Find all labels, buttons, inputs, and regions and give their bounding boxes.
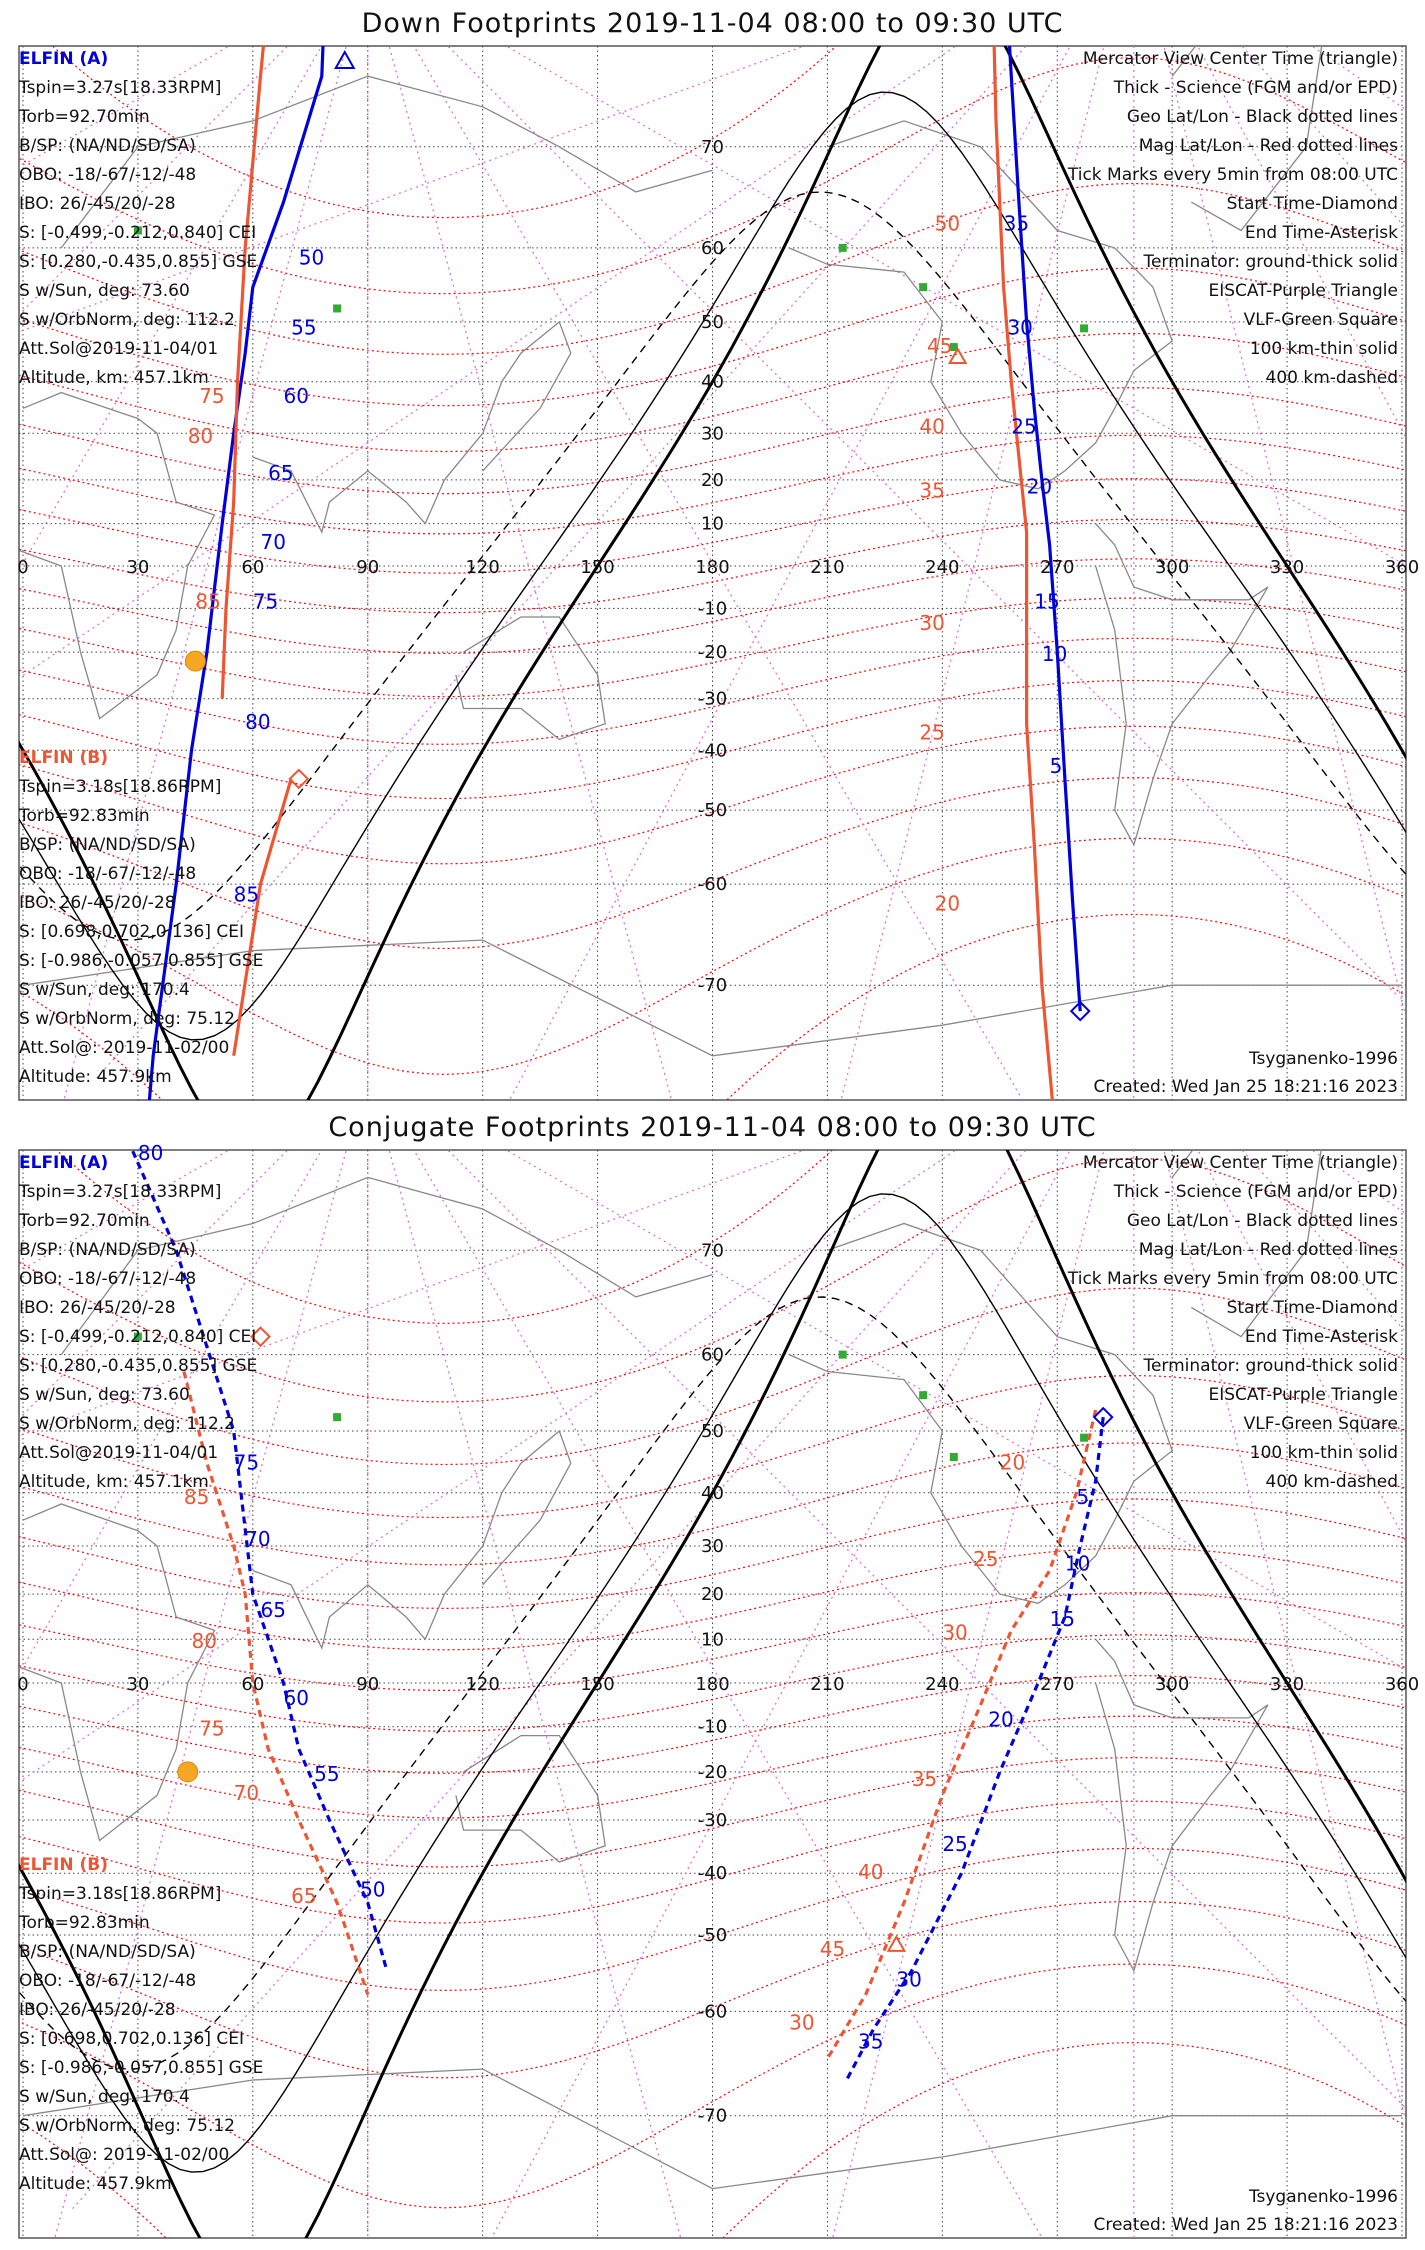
elfin-a-tick-label: 60 <box>283 384 309 409</box>
legend-line: VLF-Green Square <box>1243 1414 1398 1434</box>
vlf-square <box>1080 324 1088 332</box>
elfin-b-info-line: Torb=92.83min <box>19 806 150 826</box>
elfin-b-info-line: B/SP: (NA/ND/SD/SA) <box>19 1942 196 1962</box>
elfin-a-tick-label: 70 <box>260 530 286 555</box>
vlf-square <box>919 283 927 291</box>
lat-tick-label: -60 <box>697 2001 728 2023</box>
elfin-a-tick-label: 10 <box>1064 1551 1091 1576</box>
elfin-a-tick-label: 20 <box>988 1707 1014 1732</box>
created-label: Created: Wed Jan 25 18:21:16 2023 <box>1093 1077 1398 1097</box>
lon-tick-label: 360 <box>1384 557 1420 578</box>
elfin-a-tick-label: 20 <box>1026 474 1053 499</box>
lon-tick-label: 180 <box>695 1674 730 1695</box>
elfin-a-name: ELFIN (A) <box>19 1153 109 1173</box>
lat-tick-label: -40 <box>697 740 728 762</box>
elfin-b-info-line: Att.Sol@: 2019-11-02/00 <box>19 1038 230 1058</box>
lon-tick-label: 330 <box>1269 1674 1305 1695</box>
elfin-b-tick-label: 45 <box>927 334 953 359</box>
lon-tick-label: 0 <box>17 1674 29 1695</box>
lat-tick-label: -50 <box>697 800 728 822</box>
lon-tick-label: 150 <box>580 1674 615 1695</box>
legend-line: Terminator: ground-thick solid <box>1143 1356 1398 1376</box>
elfin-a-info-line: S w/Sun, deg: 73.60 <box>19 281 190 301</box>
legend-line: Mag Lat/Lon - Red dotted lines <box>1138 136 1398 156</box>
elfin-b-info-line: S: [-0.986,-0.057,0.855] GSE <box>19 951 264 971</box>
elfin-a-info-line: OBO: -18/-67/-12/-48 <box>19 165 197 185</box>
lon-tick-label: 210 <box>810 1674 845 1695</box>
elfin-a-info-line: S w/Sun, deg: 73.60 <box>19 1385 190 1405</box>
lat-tick-label: 70 <box>701 1240 724 1262</box>
lat-tick-label: -50 <box>697 1925 728 1947</box>
elfin-b-info-line: S w/OrbNorm, deg: 75.12 <box>19 2116 236 2136</box>
elfin-a-info-line: Torb=92.70min <box>19 107 150 127</box>
elfin-b-tick-label: 40 <box>919 414 945 439</box>
elfin-a-info-line: Altitude, km: 457.1km <box>19 368 209 388</box>
lat-tick-label: 50 <box>701 1420 724 1442</box>
lon-tick-label: 0 <box>17 557 29 578</box>
elfin-a-info-line: S: [0.280,-0.435,0.855] GSE <box>19 1356 258 1376</box>
elfin-a-info-line: Torb=92.70min <box>19 1211 150 1231</box>
elfin-b-info-line: Altitude: 457.9km <box>19 1067 172 1087</box>
legend-line: 100 km-thin solid <box>1249 1443 1398 1463</box>
legend-line: Tick Marks every 5min from 08:00 UTC <box>1067 165 1398 185</box>
elfin-a-tick-label: 5 <box>1076 1484 1090 1509</box>
legend-line: Thick - Science (FGM and/or EPD) <box>1113 78 1398 98</box>
lon-tick-label: 240 <box>925 557 960 578</box>
lon-tick-label: 30 <box>126 557 150 578</box>
elfin-a-tick-label: 35 <box>1003 211 1030 236</box>
elfin-b-info-line: B/SP: (NA/ND/SD/SA) <box>19 835 196 855</box>
legend-line: End Time-Asterisk <box>1244 223 1398 243</box>
elfin-b-tick-label: 25 <box>972 1546 999 1571</box>
elfin-b-tick-label: 40 <box>858 1859 884 1884</box>
conjugate-panel-title: Conjugate Footprints 2019-11-04 08:00 to 09:30 UTC <box>328 1112 1097 1143</box>
elfin-a-tick-label: 50 <box>298 245 325 270</box>
lat-tick-label: 20 <box>701 1584 724 1606</box>
lon-tick-label: 90 <box>356 557 380 578</box>
elfin-a-tick-label: 60 <box>283 1685 309 1710</box>
elfin-a-tick-label: 25 <box>1011 414 1037 439</box>
sun-icon <box>185 651 205 671</box>
legend-line: Start Time-Diamond <box>1226 1298 1398 1318</box>
elfin-a-tick-label: 75 <box>252 589 279 614</box>
lon-tick-label: 210 <box>810 557 845 578</box>
elfin-b-name: ELFIN (B) <box>19 1855 109 1875</box>
lat-tick-label: -20 <box>697 1761 728 1783</box>
legend-line: 400 km-dashed <box>1265 368 1398 388</box>
elfin-a-tick-label: 25 <box>942 1832 968 1857</box>
elfin-a-tick-label: 80 <box>137 1141 164 1166</box>
elfin-b-tick-label: 35 <box>911 1766 938 1791</box>
lat-tick-label: 40 <box>701 1482 724 1504</box>
legend-line: Thick - Science (FGM and/or EPD) <box>1113 1182 1398 1202</box>
legend-line: Terminator: ground-thick solid <box>1143 252 1398 272</box>
lat-tick-label: -30 <box>697 688 728 710</box>
elfin-a-info-line: S: [-0.499,-0.212,0.840] CEI <box>19 1327 257 1347</box>
elfin-a-tick-label: 65 <box>260 1597 286 1622</box>
elfin-b-info-line: S: [0.698,0.702,0.136] CEI <box>19 922 245 942</box>
lat-tick-label: -10 <box>697 1716 728 1738</box>
legend-line: Geo Lat/Lon - Black dotted lines <box>1126 1211 1398 1231</box>
elfin-b-tick-label: 75 <box>199 384 225 409</box>
lat-tick-label: -70 <box>697 975 728 997</box>
elfin-b-tick-label: 20 <box>999 1450 1026 1475</box>
created-label: Created: Wed Jan 25 18:21:16 2023 <box>1093 2215 1398 2235</box>
elfin-b-info-line: Altitude: 457.9km <box>19 2174 172 2194</box>
elfin-b-info-line: IBO: 26/-45/20/-28 <box>19 893 176 913</box>
elfin-a-info-line: OBO: -18/-67/-12/-48 <box>19 1269 197 1289</box>
elfin-a-tick-label: 15 <box>1049 1606 1076 1631</box>
model-label: Tsyganenko-1996 <box>1248 1049 1398 1069</box>
vlf-square <box>919 1391 927 1399</box>
elfin-a-tick-label: 35 <box>858 2029 884 2054</box>
lon-tick-label: 300 <box>1154 1674 1190 1695</box>
elfin-a-tick-label: 80 <box>245 709 271 734</box>
elfin-a-tick-label: 55 <box>291 315 317 340</box>
elfin-b-tick-label: 35 <box>919 478 945 503</box>
elfin-a-tick-label: 85 <box>233 882 260 907</box>
elfin-b-info-line: S w/Sun, deg: 170.4 <box>19 2087 190 2107</box>
lon-tick-label: 180 <box>695 557 730 578</box>
elfin-a-info-line: S w/OrbNorm, deg: 112.2 <box>19 1414 236 1434</box>
lon-tick-label: 300 <box>1154 557 1190 578</box>
elfin-b-info-line: Att.Sol@: 2019-11-02/00 <box>19 2145 230 2165</box>
elfin-b-name: ELFIN (B) <box>19 748 109 768</box>
model-label: Tsyganenko-1996 <box>1248 2187 1398 2207</box>
lat-tick-label: 40 <box>701 371 724 393</box>
lat-tick-label: 30 <box>701 423 724 445</box>
lat-tick-label: 50 <box>701 311 724 333</box>
legend-line: Geo Lat/Lon - Black dotted lines <box>1126 107 1398 127</box>
lat-tick-label: 10 <box>701 513 724 535</box>
lat-tick-label: -10 <box>697 598 728 620</box>
elfin-b-tick-label: 80 <box>191 1629 217 1654</box>
legend-line: Mercator View Center Time (triangle) <box>1082 49 1398 69</box>
panel-conj <box>0 948 1425 2250</box>
elfin-b-info-line: S: [-0.986,-0.057,0.855] GSE <box>19 2058 264 2078</box>
elfin-b-info-line: IBO: 26/-45/20/-28 <box>19 2000 176 2020</box>
sun-icon <box>178 1762 198 1782</box>
legend-line: EISCAT-Purple Triangle <box>1208 281 1398 301</box>
elfin-b-info-line: S w/OrbNorm, deg: 75.12 <box>19 1009 236 1029</box>
legend-line: 400 km-dashed <box>1265 1472 1398 1492</box>
lon-tick-label: 120 <box>465 1674 500 1695</box>
elfin-a-info-line: IBO: 26/-45/20/-28 <box>19 194 176 214</box>
elfin-b-info-line: Tspin=3.18s[18.86RPM] <box>19 777 222 797</box>
down-panel-title: Down Footprints 2019-11-04 08:00 to 09:30 UTC <box>361 8 1064 39</box>
legend-line: Tick Marks every 5min from 08:00 UTC <box>1067 1269 1398 1289</box>
vlf-square <box>333 304 341 312</box>
elfin-b-tick-label: 65 <box>291 1883 317 1908</box>
elfin-b-tick-label: 45 <box>819 1936 846 1961</box>
legend-line: Mercator View Center Time (triangle) <box>1082 1153 1398 1173</box>
vlf-square <box>839 244 847 252</box>
elfin-b-info-line: S w/Sun, deg: 170.4 <box>19 980 190 1000</box>
elfin-b-info-line: Tspin=3.18s[18.86RPM] <box>19 1884 222 1904</box>
elfin-a-tick-label: 30 <box>1007 315 1033 340</box>
elfin-a-info-line: S: [0.280,-0.435,0.855] GSE <box>19 252 258 272</box>
lat-tick-label: -60 <box>697 874 728 896</box>
lon-tick-label: 360 <box>1384 1674 1420 1695</box>
lat-tick-label: -70 <box>697 2105 728 2127</box>
elfin-b-info-line: S: [0.698,0.702,0.136] CEI <box>19 2029 245 2049</box>
lon-tick-label: 270 <box>1040 1674 1075 1695</box>
elfin-a-tick-label: 10 <box>1041 642 1068 667</box>
lon-tick-label: 240 <box>925 1674 960 1695</box>
elfin-a-tick-label: 75 <box>233 1450 260 1475</box>
lat-tick-label: 30 <box>701 1536 724 1558</box>
legend-line: Start Time-Diamond <box>1226 194 1398 214</box>
elfin-a-info-line: B/SP: (NA/ND/SD/SA) <box>19 1240 196 1260</box>
elfin-a-tick-label: 70 <box>245 1527 271 1552</box>
lon-tick-label: 60 <box>241 1674 265 1695</box>
lat-tick-label: -20 <box>697 642 728 664</box>
vlf-square <box>1080 1434 1088 1442</box>
lat-tick-label: 70 <box>701 136 724 158</box>
lat-tick-label: 60 <box>701 1344 724 1366</box>
elfin-a-tick-label: 55 <box>314 1762 340 1787</box>
lon-tick-label: 90 <box>356 1674 380 1695</box>
elfin-a-info-line: Att.Sol@2019-11-04/01 <box>19 339 219 359</box>
vlf-square <box>839 1351 847 1359</box>
vlf-square <box>950 1453 958 1461</box>
elfin-b-tick-label: 20 <box>934 891 961 916</box>
lat-tick-label: 60 <box>701 237 724 259</box>
elfin-b-tick-label: 70 <box>233 1781 260 1806</box>
vlf-square <box>333 1413 341 1421</box>
legend-line: VLF-Green Square <box>1243 310 1398 330</box>
elfin-a-info-line: Altitude, km: 457.1km <box>19 1472 209 1492</box>
elfin-b-tick-label: 85 <box>183 1484 210 1509</box>
lat-tick-label: -40 <box>697 1863 728 1885</box>
elfin-b-tick-label: 75 <box>199 1716 225 1741</box>
elfin-a-info-line: B/SP: (NA/ND/SD/SA) <box>19 136 196 156</box>
elfin-a-info-line: Tspin=3.27s[18.33RPM] <box>19 1182 222 1202</box>
elfin-b-tick-label: 30 <box>789 2010 815 2035</box>
elfin-a-info-line: Att.Sol@2019-11-04/01 <box>19 1443 219 1463</box>
elfin-a-tick-label: 15 <box>1034 589 1060 614</box>
elfin-a-info-line: S w/OrbNorm, deg: 112.2 <box>19 310 236 330</box>
legend-line: 100 km-thin solid <box>1249 339 1398 359</box>
elfin-a-info-line: IBO: 26/-45/20/-28 <box>19 1298 176 1318</box>
lon-tick-label: 30 <box>126 1674 150 1695</box>
lat-tick-label: -30 <box>697 1809 728 1831</box>
legend-line: End Time-Asterisk <box>1244 1327 1398 1347</box>
lat-tick-label: 20 <box>701 469 724 491</box>
elfin-b-tick-label: 30 <box>919 610 945 635</box>
elfin-a-tick-label: 65 <box>268 460 294 485</box>
lon-tick-label: 150 <box>580 557 615 578</box>
elfin-a-tick-label: 5 <box>1049 753 1063 778</box>
elfin-b-info-line: OBO: -18/-67/-12/-48 <box>19 1971 197 1991</box>
lat-tick-label: 10 <box>701 1629 724 1651</box>
elfin-b-tick-label: 25 <box>919 720 945 745</box>
elfin-a-tick-label: 30 <box>896 1967 922 1992</box>
elfin-b-info-line: OBO: -18/-67/-12/-48 <box>19 864 197 884</box>
elfin-a-tick-label: 50 <box>360 1877 386 1902</box>
lon-tick-label: 60 <box>241 557 265 578</box>
legend-line: Mag Lat/Lon - Red dotted lines <box>1138 1240 1398 1260</box>
legend-line: EISCAT-Purple Triangle <box>1208 1385 1398 1405</box>
elfin-a-name: ELFIN (A) <box>19 49 109 69</box>
elfin-b-tick-label: 30 <box>942 1620 968 1645</box>
elfin-b-tick-label: 50 <box>934 211 961 236</box>
lon-tick-label: 120 <box>465 557 500 578</box>
lon-tick-label: 270 <box>1040 557 1075 578</box>
elfin-b-tick-label: 80 <box>187 423 214 448</box>
lon-tick-label: 330 <box>1269 557 1305 578</box>
elfin-b-tick-label: 85 <box>195 589 221 614</box>
elfin-b-info-line: Torb=92.83min <box>19 1913 150 1933</box>
elfin-a-info-line: Tspin=3.27s[18.33RPM] <box>19 78 222 98</box>
elfin-a-info-line: S: [-0.499,-0.212,0.840] CEI <box>19 223 257 243</box>
